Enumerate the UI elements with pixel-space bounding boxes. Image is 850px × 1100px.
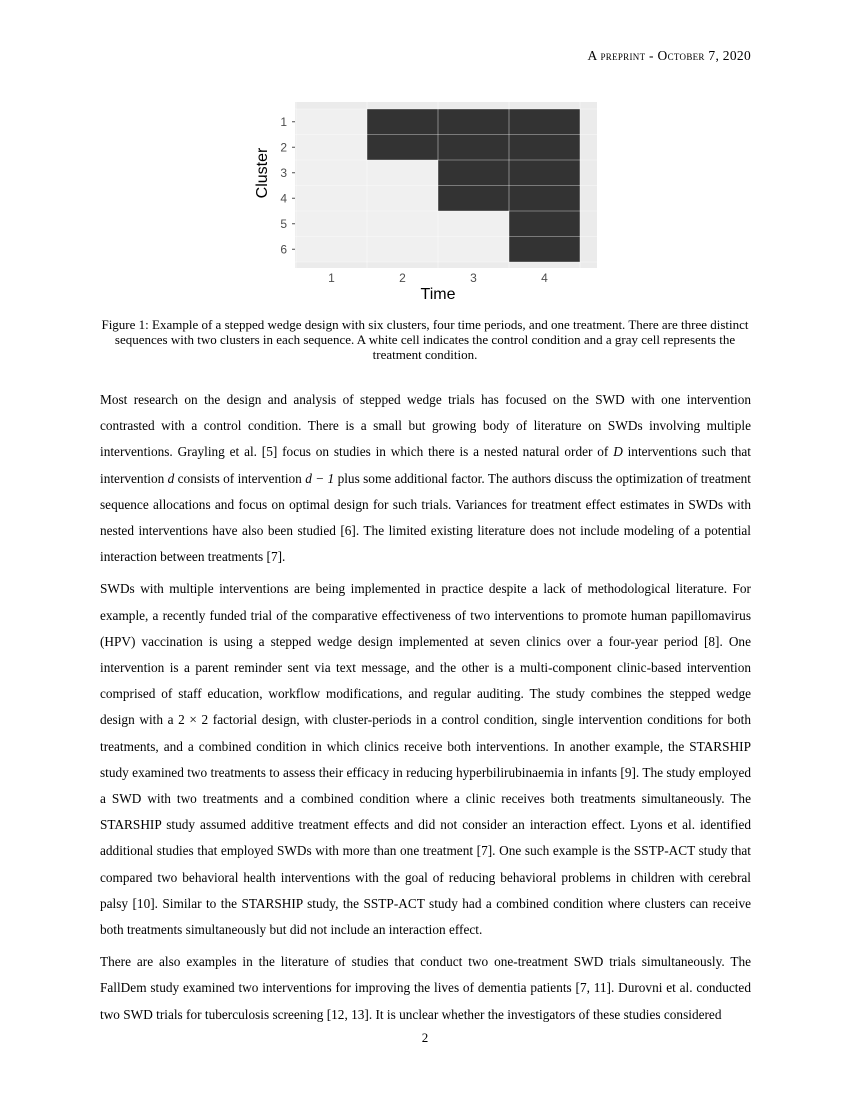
page-number: 2 [421, 1030, 429, 1045]
text-run: Most research on the design and analysis of stepped wedge trials has focused on the SWD with one intervention contrasted with a control condition. There is a small but growing body of literature on SWDs involving multiple interventions. Grayling et al. [5] focus on studies in which there is a nested natural order of [100, 392, 751, 460]
heatmap-cell [438, 109, 509, 135]
text-run: consists of intervention [174, 470, 306, 486]
y-axis-title: Cluster [254, 147, 271, 199]
y-tick-label: 6 [280, 242, 287, 257]
heatmap-cell [296, 135, 367, 161]
y-tick-label: 5 [280, 216, 287, 231]
text-run: There are also examples in the literature of studies that conduct two one-treatment SWD trials simultaneously. The FallDem study examined two interventions for improving the lives of dementia patients [7, 11]. Durovni et al. conducted two SWD trials for tuberculosis screening [12, 13]. It is unclear whether the investigators of these studies considered [100, 954, 751, 1022]
paragraph-2 [100, 576, 751, 943]
heatmap-cell [296, 186, 367, 212]
heatmap-cell [296, 211, 367, 237]
header-date: October 7, 2020 [657, 48, 751, 63]
figure-caption: Figure 1: Example of a stepped wedge design with six clusters, four time periods, and one treatment. There are three distinct sequences with two clusters in each sequence. A white cell indicates the control condition and a gray cell represents the treatment condition. [101, 317, 749, 362]
heatmap-cell [509, 186, 580, 212]
y-tick-label: 2 [280, 140, 287, 155]
heatmap-cell [296, 237, 367, 263]
heatmap-cell [367, 109, 438, 135]
figure-stepped-wedge-heatmap [245, 98, 605, 310]
y-tick-label: 1 [280, 114, 287, 129]
heatmap-cell [509, 237, 580, 263]
heatmap-cell [509, 109, 580, 135]
heatmap-cell [438, 160, 509, 186]
header-left: A preprint [587, 48, 646, 63]
y-tick-label: 3 [280, 165, 287, 180]
heatmap-cell [509, 211, 580, 237]
text-run: SWDs with multiple interventions are being implemented in practice despite a lack of methodological literature. For example, a recently funded trial of the comparative effectiveness of two interventions to promote human papillomavirus (HPV) vaccination is using a stepped wedge design implemented at seven clinics over a four-year period [8]. One intervention is a parent reminder sent via text message, and the other is a multi-component clinic-based intervention comprised of staff education, workflow modifications, and regular auditing. The study combines the stepped wedge design with a [100, 581, 751, 728]
math-D: D [613, 444, 623, 460]
x-tick-label: 4 [541, 271, 548, 285]
math-d-minus-1: d − 1 [305, 470, 335, 486]
math-d: d [167, 470, 175, 486]
paragraph-3 [100, 949, 751, 1028]
x-axis-title: Time [420, 286, 456, 303]
heatmap-cell [438, 237, 509, 263]
heatmap-cell [296, 109, 367, 135]
heatmap-cell [438, 135, 509, 161]
heatmap-cell [367, 211, 438, 237]
math-2x2: 2 × 2 [178, 712, 209, 728]
heatmap-chart [245, 98, 605, 310]
x-tick-label: 3 [470, 271, 477, 285]
body-text [100, 387, 751, 1034]
text-run: plus some additional factor. The authors discuss the optimization of treatment sequence allocations and focus on optimal design for such trials. Variances for treatment effect estimates in SWDs with nested interventions have also been studied [6]. The limited existing literature does not include modeling of a potential interaction between treatments [7]. [100, 470, 751, 565]
heatmap-cell [296, 160, 367, 186]
running-header [587, 48, 751, 64]
x-tick-label: 1 [328, 271, 335, 285]
y-tick-label: 4 [280, 191, 287, 206]
heatmap-cell [438, 211, 509, 237]
header-sep: - [645, 48, 658, 63]
heatmap-cell [438, 186, 509, 212]
paragraph-1 [100, 387, 751, 570]
x-tick-label: 2 [399, 271, 406, 285]
heatmap-cell [367, 186, 438, 212]
heatmap-cell [367, 160, 438, 186]
text-run: factorial design, with cluster-periods in a control condition, single intervention conditions for both treatments, and a combined condition in which clinics receive both interventions. In another example, the STARSHIP study examined two treatments to assess their efficacy in reducing hyperbilirubinaemia in infants [9]. The study employed a SWD with two treatments and a combined condition where a clinic receives both treatments simultaneously. The STARSHIP study assumed additive treatment effects and did not consider an interaction effect. Lyons et al. identified additional studies that employed SWDs with more than one treatment [7]. One such example is the SSTP-ACT study that compared two behavioral health interventions with the goal of reducing behavioral problems in children with cerebral palsy [10]. Similar to the STARSHIP study, the SSTP-ACT study had a combined condition where clusters can receive both treatments simultaneously but did not include an interaction effect. [100, 712, 751, 938]
heatmap-cell [367, 237, 438, 263]
text-run: interventions such that intervention [100, 444, 751, 486]
heatmap-cell [509, 160, 580, 186]
heatmap-cell [509, 135, 580, 161]
heatmap-cell [367, 135, 438, 161]
